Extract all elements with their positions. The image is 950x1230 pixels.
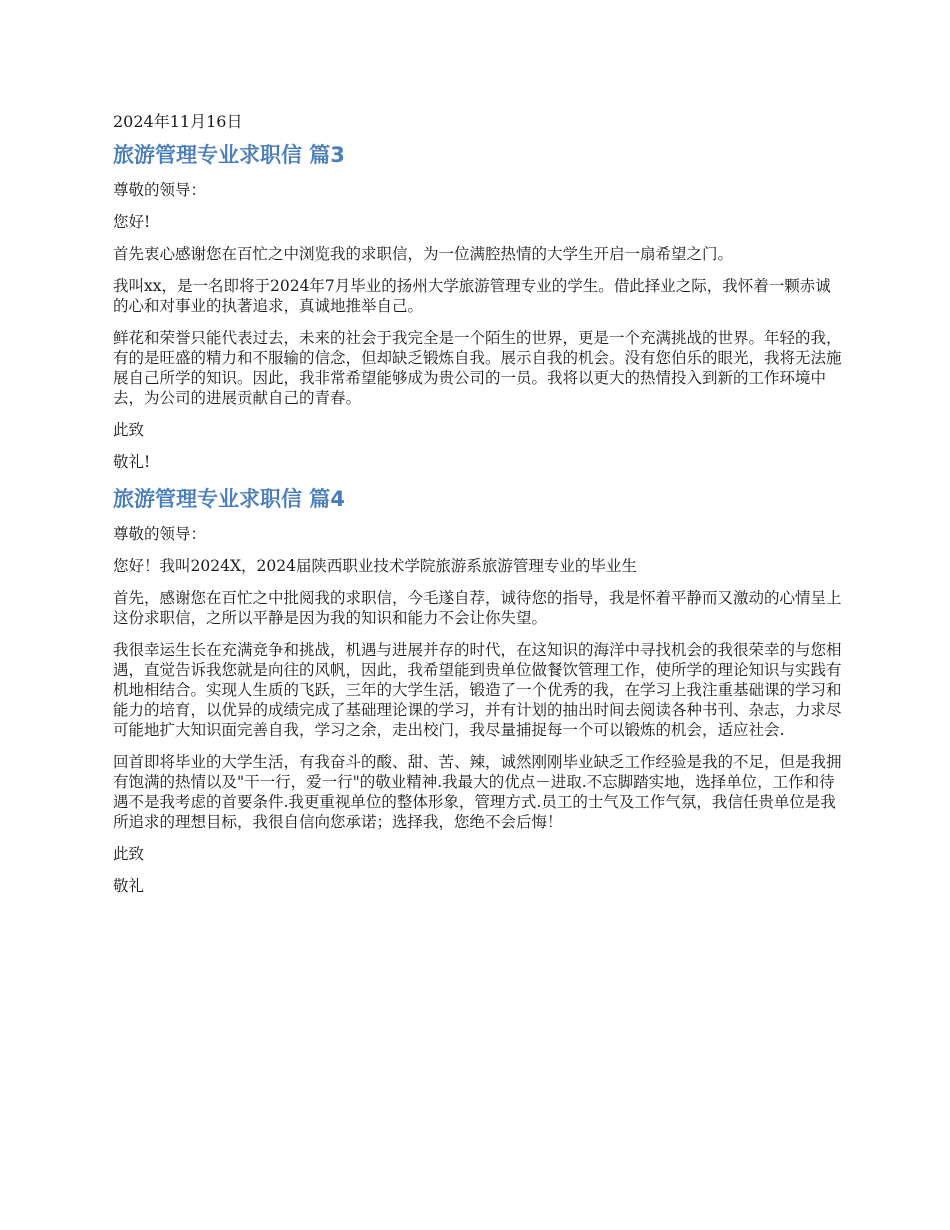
- letter-date: 2024年11月16日: [113, 112, 243, 131]
- greeting: 您好！我叫2024X，2024届陕西职业技术学院旅游系旅游管理专业的毕业生: [113, 557, 637, 575]
- section-heading: 旅游管理专业求职信 篇3: [113, 143, 345, 167]
- letter-section-3: [113, 140, 843, 472]
- closing-salute: 敬礼: [113, 877, 145, 895]
- section-heading: 旅游管理专业求职信 篇4: [113, 487, 345, 511]
- body-paragraph: 我很幸运生长在充满竞争和挑战，机遇与进展并存的时代，在这知识的海洋中寻找机会的我很荣幸的与您相遇，直觉告诉我您就是向往的风帆，因此，我希望能到贵单位做餐饮管理工作，使所学的理论知识与实践有机地相结合。实现人生质的飞跃，三年的大学生活，锻造了一个优秀的我，在学习上我注重基础课的学习和能力的培育，以优异的成绩完成了基础理论课的学习，并有计划的抽出时间去阅读各种书刊、杂志，力求尽可能地扩大知识面完善自我，学习之余，走出校门，我尽量捕捉每一个可以锻炼的机会，适应社会.: [113, 641, 842, 739]
- greeting: 您好!: [113, 213, 151, 231]
- letter-section-4: [113, 484, 843, 896]
- closing-line: 此致: [113, 421, 145, 439]
- document-page: [113, 110, 843, 908]
- body-paragraph: 我叫xx，是一名即将于2024年7月毕业的扬州大学旅游管理专业的学生。借此择业之际，我怀着一颗赤诚的心和对事业的执著追求，真诚地推举自己。: [113, 277, 831, 315]
- salutation: 尊敬的领导：: [113, 181, 207, 199]
- body-paragraph: 鲜花和荣誉只能代表过去，未来的社会于我完全是一个陌生的世界，更是一个充满挑战的世界。年轻的我，有的是旺盛的精力和不服输的信念，但却缺乏锻炼自我。展示自我的机会。没有您伯乐的眼光，我将无法施展自己所学的知识。因此，我非常希望能够成为贵公司的一员。我将以更大的热情投入到新的工作环境中去，为公司的进展贡献自己的青春。: [113, 329, 842, 407]
- body-paragraph: 首先，感谢您在百忙之中批阅我的求职信，今毛遂自荐，诚待您的指导，我是怀着平静而又激动的心情呈上这份求职信，之所以平静是因为我的知识和能力不会让你失望。: [113, 589, 842, 627]
- body-paragraph: 回首即将毕业的大学生活，有我奋斗的酸、甜、苦、辣，诚然刚刚毕业缺乏工作经验是我的不足，但是我拥有饱满的热情以及"干一行，爱一行"的敬业精神.我最大的优点－进取.不忘脚踏实地，选择单位，工作和待遇不是我考虑的首要条件.我更重视单位的整体形象，管理方式.员工的士气及工作气氛，我信任贵单位是我所追求的理想目标，我很自信向您承诺；选择我，您绝不会后悔！: [113, 753, 842, 831]
- closing-line: 此致: [113, 845, 145, 863]
- closing-salute: 敬礼!: [113, 453, 151, 471]
- salutation: 尊敬的领导：: [113, 525, 207, 543]
- body-paragraph: 首先衷心感谢您在百忙之中浏览我的求职信，为一位满腔热情的大学生开启一扇希望之门。: [113, 245, 734, 263]
